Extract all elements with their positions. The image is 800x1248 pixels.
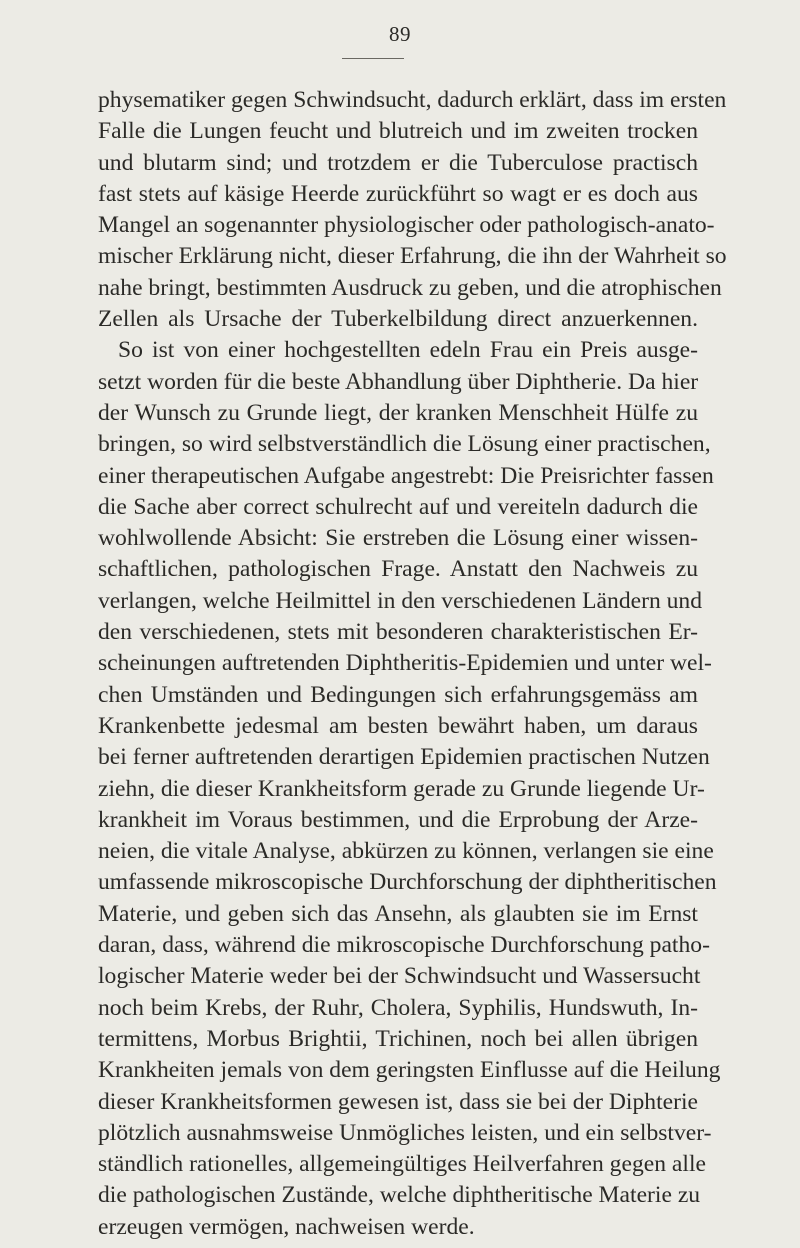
text-line: termittens, Morbus Brightii, Trichinen, noch bei allen übrigen [98,1025,698,1052]
text-line: der Wunsch zu Grunde liegt, der kranken Menschheit Hülfe zu [98,399,698,426]
text-line: bei ferner auftretenden derartigen Epidemien practischen Nutzen [98,744,710,771]
text-line: den verschiedenen, stets mit besonderen charakteristischen Er- [98,619,698,646]
text-line: logischer Materie weder bei der Schwindsucht und Wassersucht [98,963,701,990]
text-line: die Sache aber correct schulrecht auf und vereiteln dadurch die [98,493,698,520]
page-number-underline [342,58,404,59]
text-line: nahe bringt, bestimmten Ausdruck zu geben, und die atrophischen [98,274,722,301]
page-number: 89 [389,22,411,46]
text-line: setzt worden für die beste Abhandlung über Diphtherie. Da hier [98,368,699,395]
text-line: scheinungen auftretenden Diphtheritis-Epidemien und unter wel- [98,650,712,677]
text-line: physematiker gegen Schwindsucht, dadurch erklärt, dass im ersten [98,87,727,113]
text-line: chen Umständen und Bedingungen sich erfahrungsgemäss am [98,681,698,708]
text-line: dieser Krankheitsformen gewesen ist, dass sie bei der Diphterie [98,1088,698,1115]
text-line: fast stets auf käsige Heerde zurückführt so wagt er es doch aus [98,180,698,207]
text-line: umfassende mikroscopische Durchforschung der diphtheritischen [98,869,717,896]
text-line: ziehn, die dieser Krankheitsform gerade zu Grunde liegende Ur- [98,775,705,802]
text-line: krankheit im Voraus bestimmen, und die Erprobung der Arze- [98,806,698,833]
text-line: Krankenbette jedesmal am besten bewährt haben, um daraus [98,712,698,739]
text-line: Materie, und geben sich das Ansehn, als glaubten sie im Ernst [98,900,698,927]
text-line: So ist von einer hochgestellten edeln Frau ein Preis ausge- [118,337,698,364]
text-line: bringen, so wird selbstverständlich die Lösung einer practischen, [98,431,711,458]
text-line: schaftlichen, pathologischen Frage. Anstatt den Nachweis zu [98,556,698,583]
text-line: Krankheiten jemals von dem geringsten Einflusse auf die Heilung [98,1057,721,1084]
text-line: wohlwollende Absicht: Sie erstreben die Lösung einer wissen- [98,525,698,552]
text-line: Mangel an sogenannter physiologischer oder pathologisch-anato- [98,212,715,239]
body-text [98,85,727,1243]
text-line: die pathologischen Zustände, welche diphtheritische Materie zu [98,1182,701,1209]
text-line: noch beim Krebs, der Ruhr, Cholera, Syphilis, Hundswuth, In- [98,994,698,1021]
text-line: neien, die vitale Analyse, abkürzen zu können, verlangen sie eine [98,838,714,865]
text-line: ständlich rationelles, allgemeingültiges Heilverfahren gegen alle [98,1151,706,1178]
text-line: erzeugen vermögen, nachweisen werde. [98,1213,475,1240]
text-line: Zellen als Ursache der Tuberkelbildung direct anzuerkennen. [98,306,698,333]
text-line: daran, dass, während die mikroscopische Durchforschung patho- [98,932,710,959]
text-line: plötzlich ausnahmsweise Unmögliches leisten, und ein selbstver- [98,1119,712,1146]
text-line: einer therapeutischen Aufgabe angestrebt: Die Preisrichter fassen [98,462,714,489]
text-line: verlangen, welche Heilmittel in den verschiedenen Ländern und [98,587,703,614]
text-line: Falle die Lungen feucht und blutreich und im zweiten trocken [98,118,698,145]
text-line: mischer Erklärung nicht, dieser Erfahrung, die ihn der Wahrheit so [98,243,727,270]
text-line: und blutarm sind; und trotzdem er die Tuberculose practisch [98,149,698,176]
